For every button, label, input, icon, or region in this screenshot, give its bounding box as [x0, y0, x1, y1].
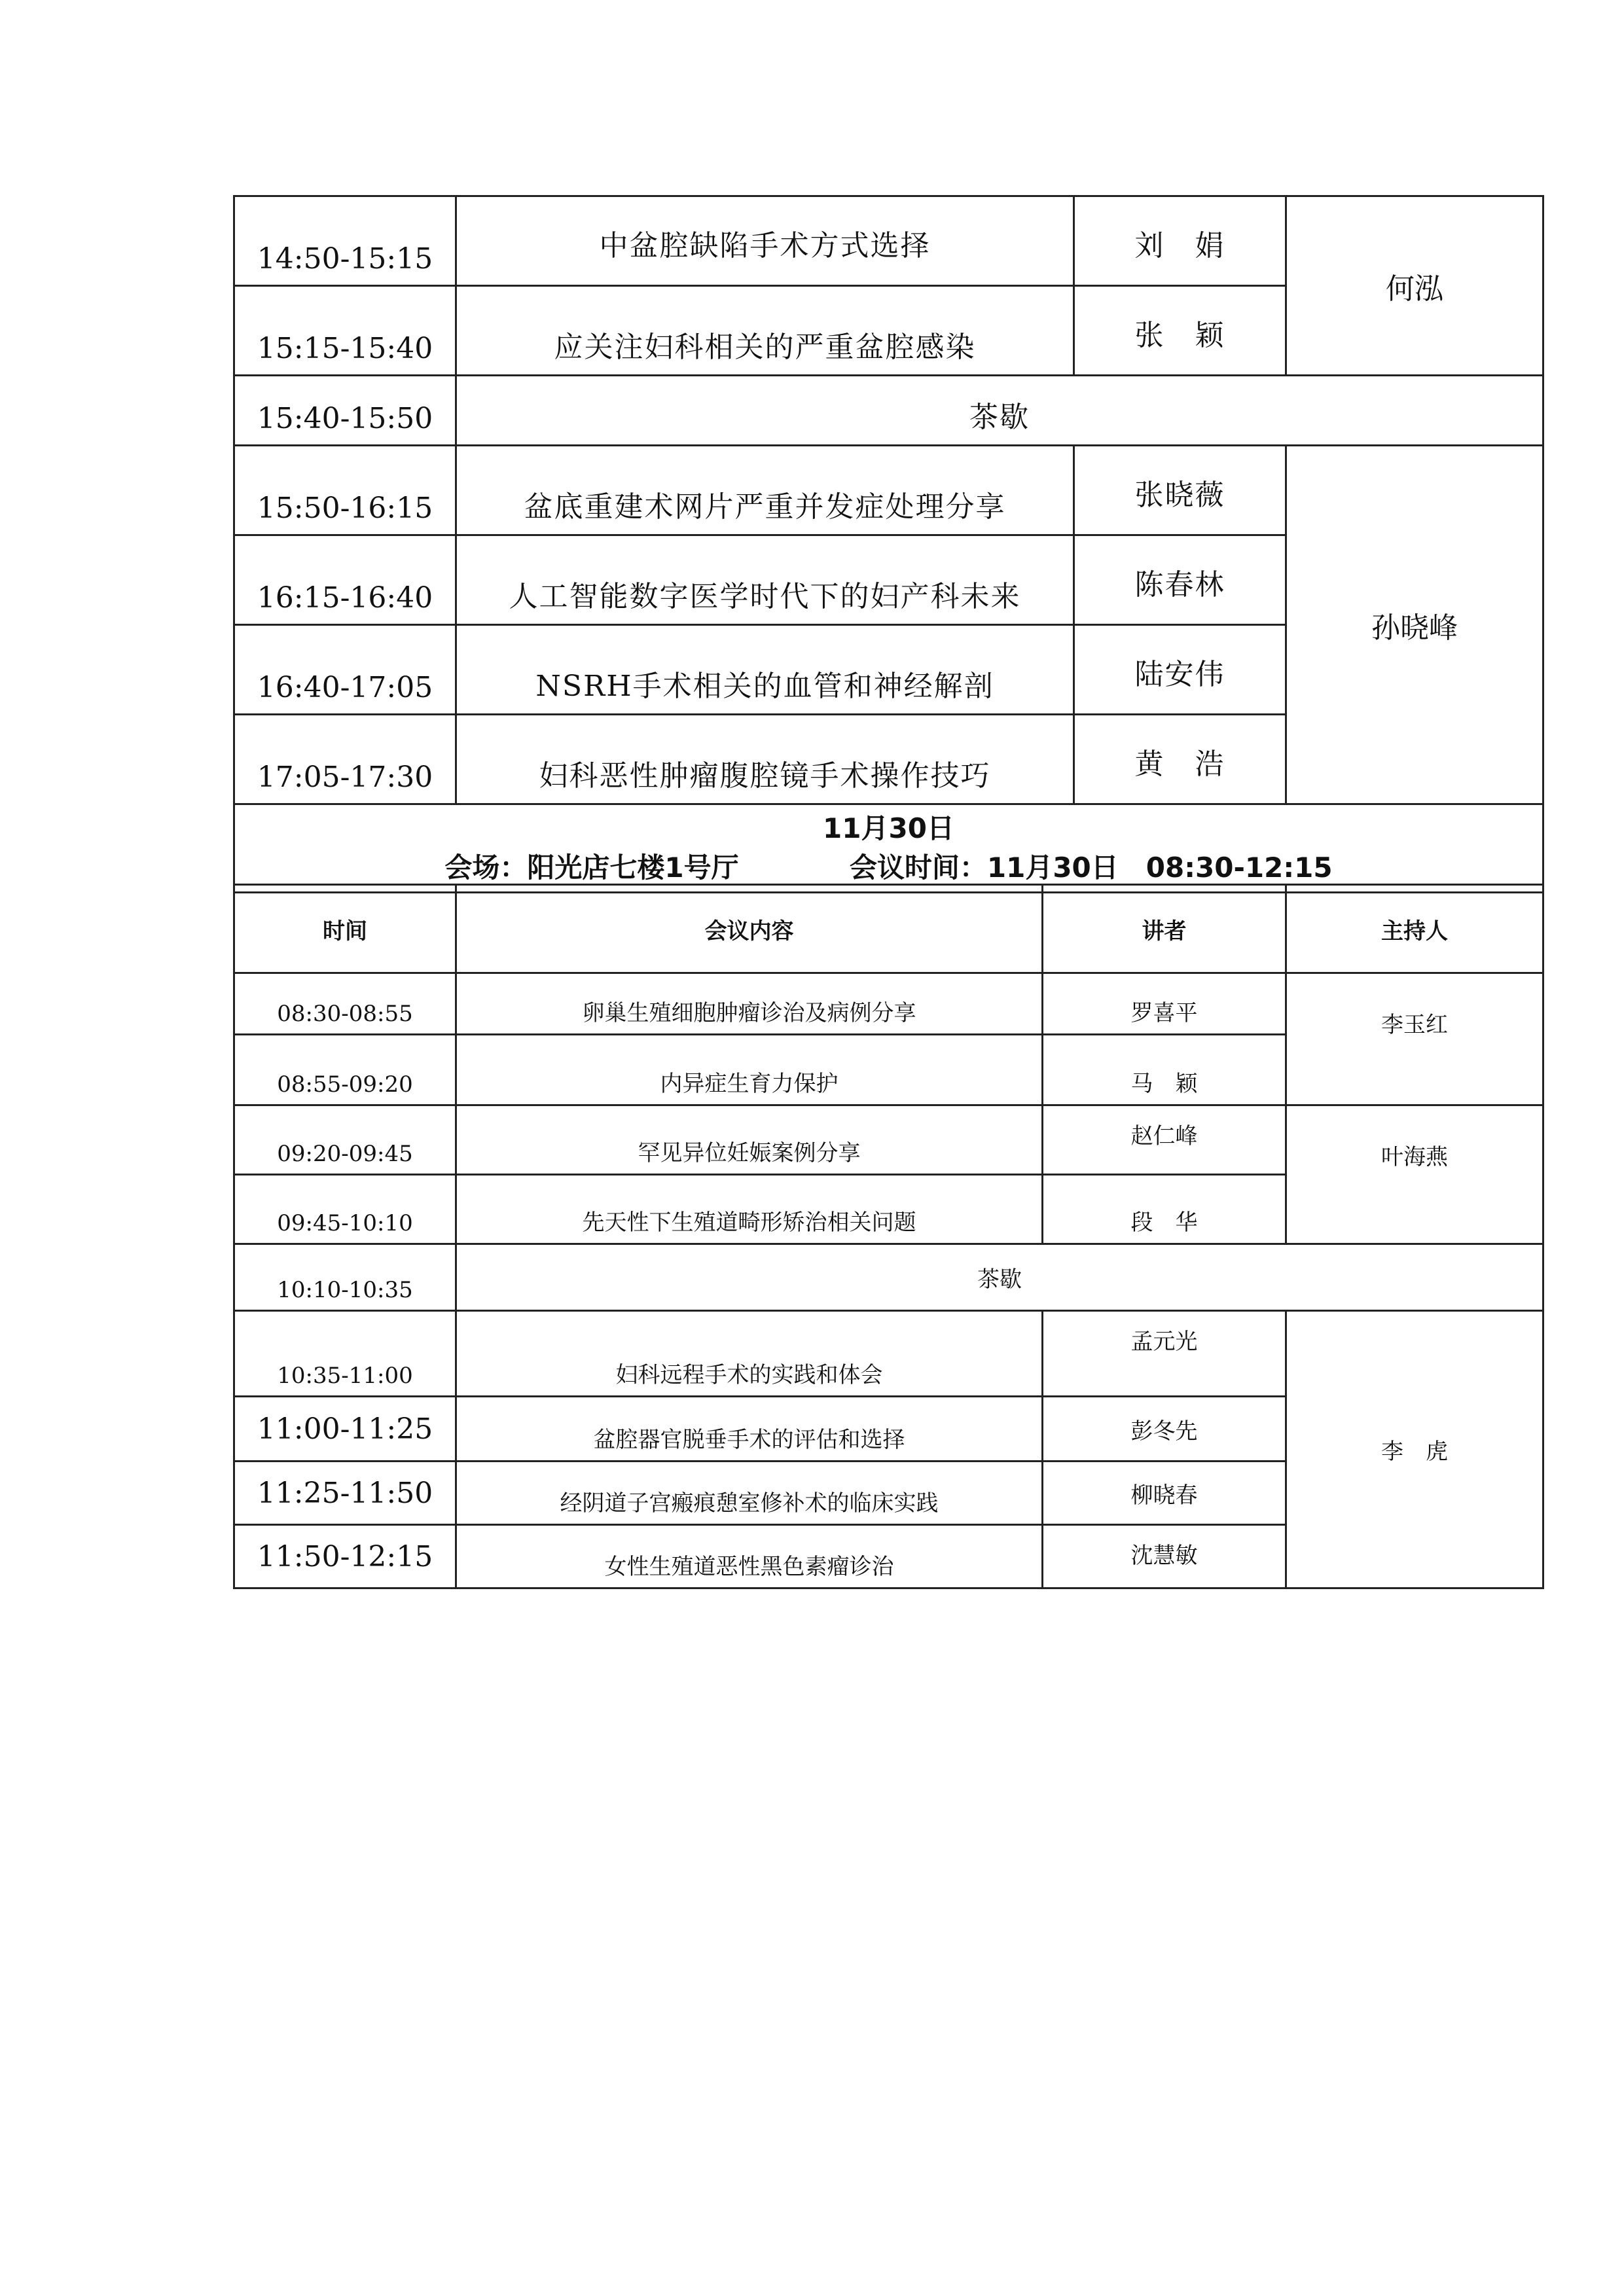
banner-meeting-time: 会议时间：11月30日 08:30-12:15: [849, 852, 1333, 884]
session-time: 15:50-16:15: [234, 446, 456, 535]
table-row: [234, 196, 1543, 286]
session-time: 14:50-15:15: [234, 196, 456, 286]
session-speaker: 罗喜平: [1043, 973, 1286, 1035]
header-host: 主持人: [1286, 885, 1543, 973]
banner-venue-time: [235, 848, 1542, 888]
session-speaker: 赵仁峰: [1043, 1105, 1286, 1175]
table-header-row: [234, 885, 1543, 973]
session-topic: 内异症生育力保护: [456, 1035, 1043, 1105]
session-topic: NSRH手术相关的血管和神经解剖: [456, 625, 1074, 715]
session-speaker: 段 华: [1043, 1175, 1286, 1244]
table-row-break: [234, 376, 1543, 446]
break-time: 15:40-15:50: [234, 376, 456, 446]
session-speaker: 沈慧敏: [1043, 1525, 1286, 1588]
session-time: 08:30-08:55: [234, 973, 456, 1035]
table-row: [234, 446, 1543, 535]
session-speaker: 孟元光: [1043, 1311, 1286, 1397]
session-topic: 中盆腔缺陷手术方式选择: [456, 196, 1074, 286]
table-row: [234, 973, 1543, 1035]
session-topic: 盆底重建术网片严重并发症处理分享: [456, 446, 1074, 535]
session-topic: 应关注妇科相关的严重盆腔感染: [456, 286, 1074, 376]
day-banner-row: [234, 804, 1543, 893]
session-topic: 罕见异位妊娠案例分享: [456, 1105, 1043, 1175]
banner-venue: 会场：阳光店七楼1号厅: [444, 852, 739, 884]
table-row-break: [234, 1244, 1543, 1311]
schedule-table-afternoon: [233, 195, 1544, 893]
session-speaker: 陆安伟: [1074, 625, 1286, 715]
session-time: 15:15-15:40: [234, 286, 456, 376]
banner-date: 11月30日: [823, 812, 954, 844]
session-time: 16:40-17:05: [234, 625, 456, 715]
day-banner: [234, 804, 1543, 893]
session-topic: 女性生殖道恶性黑色素瘤诊治: [456, 1525, 1043, 1588]
session-topic: 妇科远程手术的实践和体会: [456, 1311, 1043, 1397]
session-topic: 经阴道子宫瘢痕憩室修补术的临床实践: [456, 1462, 1043, 1525]
session-topic: 盆腔器官脱垂手术的评估和选择: [456, 1397, 1043, 1462]
header-content: 会议内容: [456, 885, 1043, 973]
session-topic: 妇科恶性肿瘤腹腔镜手术操作技巧: [456, 715, 1074, 804]
session-speaker: 马 颖: [1043, 1035, 1286, 1105]
session-speaker: 陈春林: [1074, 535, 1286, 625]
schedule-table-morning: [233, 884, 1544, 1589]
session-time: 08:55-09:20: [234, 1035, 456, 1105]
session-host: 何泓: [1286, 196, 1543, 376]
session-host: 孙晓峰: [1286, 446, 1543, 804]
break-time: 10:10-10:35: [234, 1244, 456, 1311]
break-label: 茶歇: [456, 1244, 1543, 1311]
break-label: 茶歇: [456, 376, 1543, 446]
header-time: 时间: [234, 885, 456, 973]
session-topic: 卵巢生殖细胞肿瘤诊治及病例分享: [456, 973, 1043, 1035]
session-host: 李玉红: [1286, 973, 1543, 1105]
session-time: 17:05-17:30: [234, 715, 456, 804]
session-speaker: 彭冬先: [1043, 1397, 1286, 1462]
table-row: [234, 1105, 1543, 1175]
session-time: 10:35-11:00: [234, 1311, 456, 1397]
session-time: 11:50-12:15: [234, 1525, 456, 1588]
session-topic: 先天性下生殖道畸形矫治相关问题: [456, 1175, 1043, 1244]
session-time: 11:25-11:50: [234, 1462, 456, 1525]
session-host: 李 虎: [1286, 1311, 1543, 1588]
session-speaker: 刘 娟: [1074, 196, 1286, 286]
session-time: 11:00-11:25: [234, 1397, 456, 1462]
session-time: 09:20-09:45: [234, 1105, 456, 1175]
session-speaker: 张晓薇: [1074, 446, 1286, 535]
session-time: 16:15-16:40: [234, 535, 456, 625]
session-speaker: 柳晓春: [1043, 1462, 1286, 1525]
header-speaker: 讲者: [1043, 885, 1286, 973]
session-topic: 人工智能数字医学时代下的妇产科未来: [456, 535, 1074, 625]
session-time: 09:45-10:10: [234, 1175, 456, 1244]
session-speaker: 黄 浩: [1074, 715, 1286, 804]
session-host: 叶海燕: [1286, 1105, 1543, 1244]
session-speaker: 张 颖: [1074, 286, 1286, 376]
table-row: [234, 1311, 1543, 1397]
